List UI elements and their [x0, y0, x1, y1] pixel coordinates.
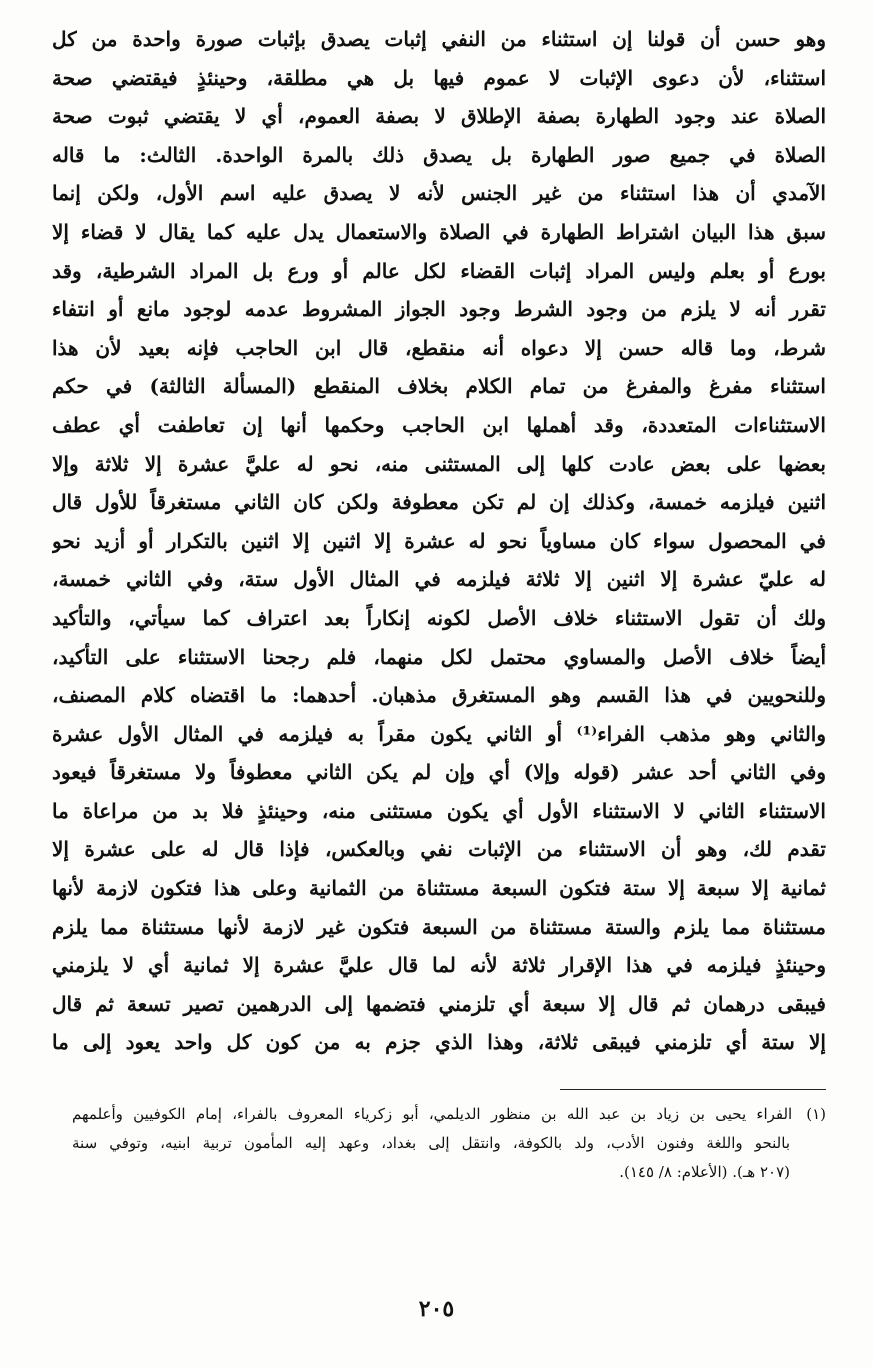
- text-line: اثنين فيلزمه خمسة، وكذلك إن لم تكن معطوفة ولكن كان الثاني مستغرقاً للأول قال: [52, 490, 826, 515]
- text-line: الصلاة في جميع صور الطهارة بل يصدق ذلك بالمرة الواحدة. الثالث: ما قاله: [52, 142, 826, 167]
- text-line: له عليّ عشرة إلا اثنين إلا ثلاثة فيلزمه في المثال الأول ستة، وفي الثاني خمسة،: [52, 567, 826, 592]
- footnote-number: (١): [806, 1105, 826, 1123]
- text-line: وهو حسن أن قولنا إن استثناء من النفي إثبات يصدق بإثبات صورة واحدة من كل: [52, 27, 826, 51]
- text-line: أيضاً خلاف الأصل والمساوي محتمل لكل منهما، فلم رجحنا الاستثناء على التأكيد،: [52, 644, 826, 669]
- text-line: تقدم لك، وهو أن الاستثناء من الإثبات نفي وبالعكس، فإذا قال له على عشرة إلا: [52, 837, 826, 862]
- text-line: شرط، وما قاله حسن إلا دعواه أنه منقطع، قال ابن الحاجب فإنه بعيد لأن هذا: [52, 335, 826, 360]
- footnote-text: الفراء يحيى بن زياد بن عبد الله بن منظور الديلمي، أبو زكرياء المعروف بالفراء، إمام الكوفيين وأعلمهم: [72, 1105, 793, 1123]
- page-number: ٢٠٥: [418, 1296, 455, 1322]
- footnote: [72, 1100, 826, 1187]
- text-line: الصلاة عند وجود الطهارة بصفة الإطلاق لا بصفة العموم، أي لا يقتضي ثبوت صحة: [52, 104, 826, 129]
- text-line: بعضها على بعض عادت كلها إلى المستثنى منه، نحو له عليَّ عشرة إلا ثلاثة وإلا: [52, 451, 826, 476]
- text-line: ثمانية إلا سبعة إلا ستة فتكون السبعة مستثناة من الثمانية وعلى هذا فتكون لازمة لأنها: [52, 876, 826, 901]
- text-line: استثناء مفرغ والمفرغ من تمام الكلام بخلاف المنقطع (المسألة الثالثة) في حكم: [52, 374, 826, 399]
- text-line: استثناء، لأن دعوى الإثبات لا عموم فيها بل هي مطلقة، وحينئذٍ فيقتضي صحة: [52, 65, 826, 90]
- text-line: ولك أن تقول الاستثناء خلاف الأصل لكونه إنكاراً بعد اعتراف كما سيأتي، والتأكيد: [52, 605, 826, 630]
- text-line: تقرر أنه لا يلزم من وجود الشرط وجود الجواز المشروط عدمه لوجود مانع أو انتفاء: [52, 297, 826, 322]
- footnote-line: [72, 1100, 826, 1129]
- footnote-line: بالنحو واللغة وفنون الأدب، ولد بالكوفة، وانتقل إلى بغداد، وعهد إليه المأمون تربية ابنيه، وتوفي سنة: [72, 1134, 790, 1152]
- text-line: سبق هذا البيان اشتراط الطهارة في الصلاة والاستعمال يدل عليه كما يقال لا قضاء إلا: [52, 219, 826, 244]
- text-line: وللنحويين في هذا القسم وهو المستغرق مذهبان. أحدهما: ما اقتضاه كلام المصنف،: [52, 683, 826, 708]
- main-text: [52, 20, 826, 1062]
- text-line: مستثناة مما يلزم والستة مستثناة من السبعة فتكون غير لازمة لأنها مستثناة مما يلزم: [52, 914, 826, 939]
- text-line: الاستثناء الثاني لا الاستثناء الأول أي يكون مستثنى منه، وحينئذٍ فلا بد من مراعاة ما: [52, 798, 826, 823]
- text-line: والثاني وهو مذهب الفراء⁽¹⁾ أو الثاني يكون مقراً به فيلزمه في المثال الأول عشرة: [52, 721, 826, 746]
- text-line: فيبقى درهمان ثم قال إلا سبعة أي تلزمني فتضمها إلى الدرهمين تصير تسعة ثم قال: [52, 991, 826, 1016]
- text-line: إلا ستة أي تلزمني فيبقى ثلاثة، وهذا الذي جزم به من كون كل واحد يعود إلى ما: [52, 1030, 826, 1055]
- text-line: الآمدي أن هذا استثناء من غير الجنس لأنه لا يصدق عليه اسم الأول، ولكن إنما: [52, 181, 826, 206]
- text-line: وفي الثاني أحد عشر (قوله وإلا) أي وإن لم يكن الثاني معطوفاً ولا مستغرقاً فيعود: [52, 760, 826, 785]
- text-line: بورع أو بعلم وليس المراد إثبات القضاء لكل عالم أو ورع بل المراد الشرطية، وقد: [52, 258, 826, 283]
- footnote-separator: [560, 1089, 826, 1090]
- text-line: في المحصول سواء كان مساوياً نحو له عشرة إلا اثنين إلا اثنين بالتكرار أو أزيد نحو: [52, 528, 826, 553]
- footnote-line: (٢٠٧ هـ). (الأعلام: ٨/ ١٤٥).: [619, 1163, 790, 1181]
- text-line: وحينئذٍ فيلزمه في هذا الإقرار ثلاثة لأنه لما قال عليَّ عشرة إلا ثمانية أي لا يلزمني: [52, 953, 826, 978]
- text-line: الاستثناءات المتعددة، وقد أهملها ابن الحاجب وحكمها أنها إن تعاطفت أي عطف: [52, 412, 826, 437]
